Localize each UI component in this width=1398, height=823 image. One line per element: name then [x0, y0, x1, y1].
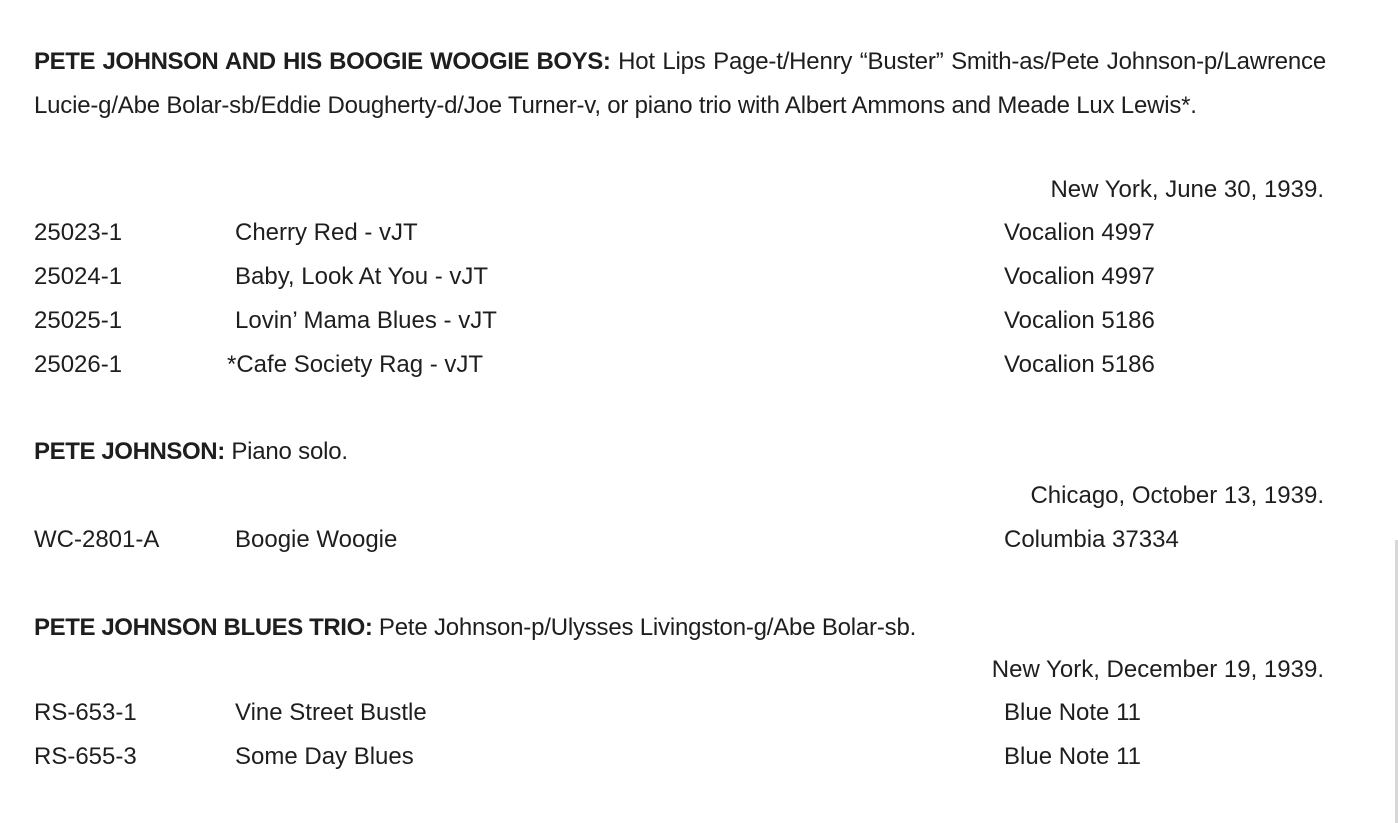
track-title: *Cafe Society Rag - vJT — [227, 351, 484, 378]
matrix-number: 25023-1 — [34, 219, 123, 246]
record-label: Vocalion 5186 — [1004, 351, 1155, 378]
track-row — [0, 699, 1398, 739]
matrix-number: 25025-1 — [34, 307, 123, 334]
session-personnel: Pete Johnson-p/Ulysses Livingston-g/Abe Bolar-sb. — [378, 614, 917, 641]
session-personnel: Hot Lips Page-t/Henry “Buster” Smith-as/Pete Johnson-p/Lawrence Lucie-g/Abe Bolar-sb/Eddie Dougherty-d/Joe Turner-v, or piano trio with Albert Ammons and Meade Lux Lewis*. — [34, 48, 1326, 119]
record-label: Vocalion 4997 — [1004, 219, 1155, 246]
track-row — [0, 351, 1398, 391]
session-header — [34, 40, 1326, 128]
matrix-number: 25026-1 — [34, 351, 123, 378]
session-header — [34, 430, 1326, 474]
record-label: Columbia 37334 — [1004, 526, 1179, 553]
session-header — [34, 606, 1326, 650]
matrix-number: 25024-1 — [34, 263, 123, 290]
session-personnel: Piano solo. — [231, 438, 348, 465]
session-place-date: New York, June 30, 1939. — [1050, 176, 1324, 203]
session-place-date: Chicago, October 13, 1939. — [1030, 482, 1324, 509]
record-label: Blue Note 11 — [1004, 743, 1141, 770]
record-label: Blue Note 11 — [1004, 699, 1141, 726]
record-label: Vocalion 4997 — [1004, 263, 1155, 290]
track-title: Vine Street Bustle — [235, 699, 427, 726]
track-row — [0, 307, 1398, 347]
track-row — [0, 219, 1398, 259]
track-title: Boogie Woogie — [235, 526, 398, 553]
track-title: Cherry Red - vJT — [235, 219, 418, 246]
matrix-number: WC-2801-A — [34, 526, 160, 553]
session-name: PETE JOHNSON: — [34, 438, 225, 465]
track-title: Some Day Blues — [235, 743, 414, 770]
track-row — [0, 743, 1398, 783]
track-title: Lovin’ Mama Blues - vJT — [235, 307, 497, 334]
track-row — [0, 526, 1398, 566]
track-row — [0, 263, 1398, 303]
matrix-number: RS-655-3 — [34, 743, 137, 770]
track-title: Baby, Look At You - vJT — [235, 263, 489, 290]
record-label: Vocalion 5186 — [1004, 307, 1155, 334]
matrix-number: RS-653-1 — [34, 699, 137, 726]
session-name: PETE JOHNSON BLUES TRIO: — [34, 614, 373, 641]
session-place-date: New York, December 19, 1939. — [991, 656, 1324, 683]
session-name: PETE JOHNSON AND HIS BOOGIE WOOGIE BOYS: — [34, 48, 611, 75]
